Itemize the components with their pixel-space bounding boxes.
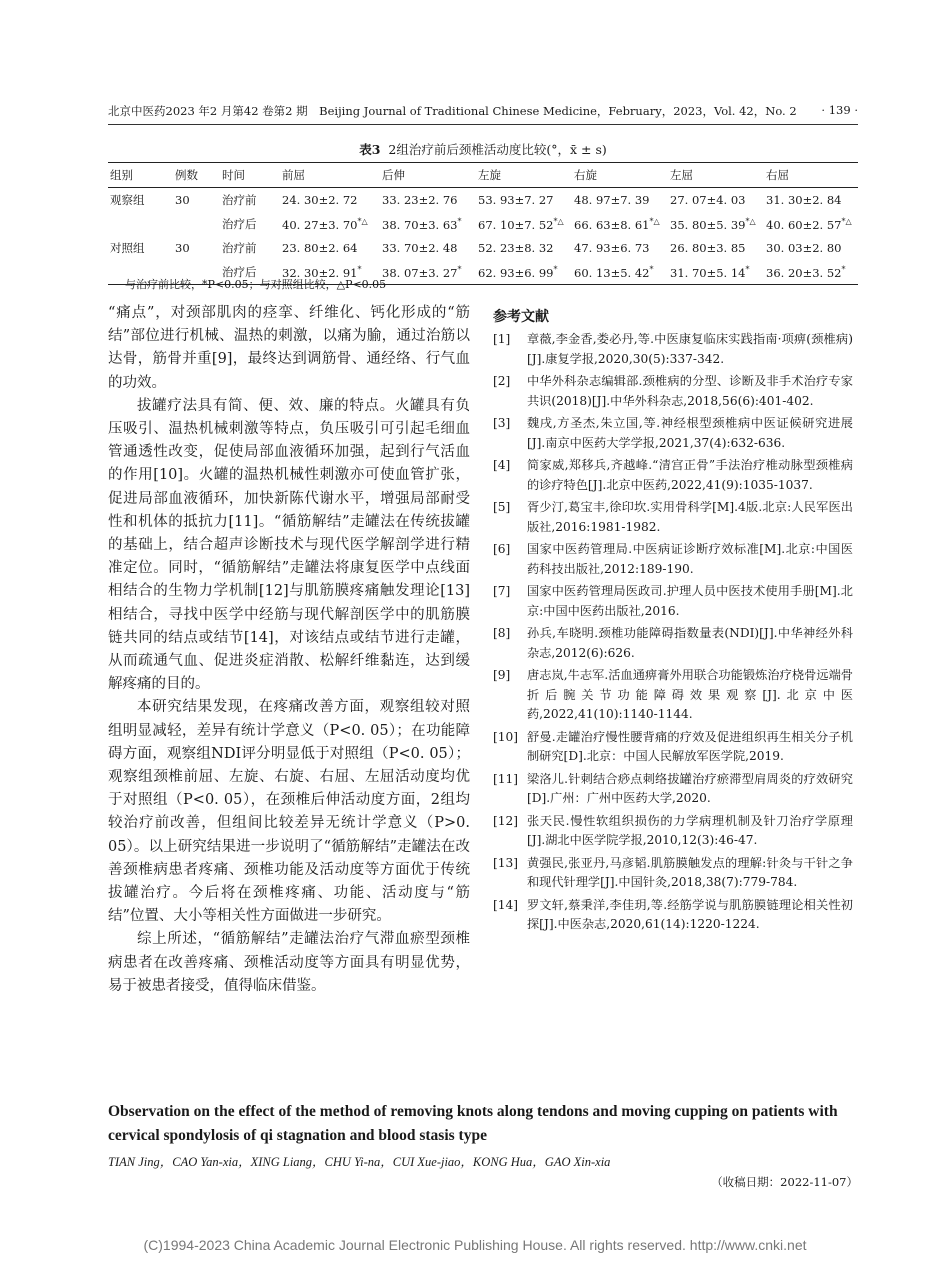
table-caption	[108, 140, 858, 158]
cell-time: 治疗前	[222, 241, 257, 255]
reference-item	[493, 624, 853, 663]
significance-mark: *	[745, 264, 750, 274]
cell-value: 62. 93±6. 99	[478, 265, 554, 280]
cell-value: 31. 70±5. 14	[670, 265, 746, 280]
table-label: 表3	[359, 142, 381, 157]
col-header: 后伸	[380, 163, 476, 188]
significance-mark: *△	[649, 216, 660, 226]
cell-group: 观察组	[110, 193, 145, 207]
cell-time: 治疗后	[222, 217, 257, 231]
table-caption-text: 2组治疗前后颈椎活动度比较(°，x̄ ± s)	[388, 142, 607, 157]
reference-text: 章薇,李金香,娄必丹,等.中医康复临床实践指南·项痹(颈椎病)[J].康复学报,2020,30(5):337-342.	[527, 332, 853, 366]
cell-value: 53. 93±7. 27	[478, 193, 554, 207]
cell-value-cell	[476, 212, 572, 236]
reference-item	[493, 414, 853, 453]
table-row	[108, 188, 858, 213]
reference-number: [13]	[493, 855, 519, 870]
reference-item	[493, 666, 853, 725]
cell-value-cell	[764, 260, 858, 285]
cell-value-cell	[476, 260, 572, 285]
reference-text: 简家威,郑移兵,齐越峰.“清宫正骨”手法治疗椎动脉型颈椎病的诊疗特色[J].北京中医药,2022,41(9):1035-1037.	[527, 458, 853, 492]
reference-text: 黄强民,张亚丹,马彦韬.肌筋膜触发点的理解:针灸与干针之争和现代针理学[J].中国针灸,2018,38(7):779-784.	[527, 855, 853, 889]
reference-item	[493, 770, 853, 809]
cell-value: 31. 30±2. 84	[766, 193, 842, 207]
body-paragraph: 拔罐疗法具有简、便、效、廉的特点。火罐具有负压吸引、温热机械刺激等特点，负压吸引可引起毛细血管通透性改变，促使局部血液循环加强，起到行气活血的作用[10]。火罐的温热机械性刺激亦可使血管扩张，促进局部血液循环，加快新陈代谢水平，增强局部耐受性和机体的抵抗力[11]。“循筋解结”走罐法在传统拔罐的基础上，结合超声诊断技术与现代医学解剖学进行精准定位。同时，“循筋解结”走罐法将康复医学中点线面相结合的生物力学机制[12]与肌筋膜疼痛触发理论[13]相结合，寻找中医学中经筋与现代解剖医学中的肌筋膜链共同的结点或结节[14]，对该结点或结节进行走罐，从而疏通气血、促进炎症消散、松解纤维黏连，达到缓解疼痛的目的。	[108, 397, 470, 693]
cell-value-cell	[280, 212, 380, 236]
reference-text: 胥少汀,葛宝丰,徐印坎.实用骨科学[M].4版.北京:人民军医出版社,2016:1981-1982.	[527, 500, 853, 534]
significance-mark: *△	[841, 216, 852, 226]
table-header-row	[108, 163, 858, 188]
significance-mark: *	[357, 264, 362, 274]
journal-info: 北京中医药2023 年2 月第42 卷第2 期 Beijing Journal of Traditional Chinese Medicine，February，2023，Vol. 42，No. 2	[108, 104, 797, 118]
reference-number: [12]	[493, 813, 519, 828]
reference-number: [4]	[493, 458, 511, 472]
col-header: 例数	[173, 163, 220, 188]
reference-text: 国家中医药管理局医政司.护理人员中医技术使用手册[M].北京:中国中医药出版社,2016.	[527, 584, 853, 618]
significance-mark: *△	[357, 216, 368, 226]
table-row	[108, 236, 858, 260]
cell-group: 对照组	[110, 241, 145, 255]
reference-number: [14]	[493, 897, 519, 912]
col-header: 组别	[108, 163, 173, 188]
reference-text: 国家中医药管理局.中医病证诊断疗效标准[M].北京:中国医药科技出版社,2012:189-190.	[527, 542, 853, 576]
reference-item	[493, 456, 853, 495]
reference-text: 魏戌,方圣杰,朱立国,等.神经根型颈椎病中医证候研究进展[J].南京中医药大学学报,2021,37(4):632-636.	[527, 416, 853, 450]
english-title: Observation on the effect of the method of removing knots along tendons and moving cupping on patients with cervical spondylosis of qi stagnation and blood stasis type	[108, 1103, 838, 1144]
received-date: （收稿日期：2022-11-07）	[711, 1175, 858, 1189]
col-header: 前屈	[280, 163, 380, 188]
table-row	[108, 212, 858, 236]
significance-mark: *	[553, 264, 558, 274]
reference-text: 梁洛儿.针刺结合痧点刺络拔罐治疗瘀滞型肩周炎的疗效研究[D].广州：广州中医药大学,2020.	[527, 771, 853, 805]
reference-number: [10]	[493, 729, 519, 744]
body-paragraph: “痛点”，对颈部肌肉的痉挛、纤维化、钙化形成的“筋结”部位进行机械、温热的刺激，以痛为腧，通过治筋以达骨，筋骨并重[9]，最终达到调筋骨、通经络、行气血的功效。	[108, 305, 470, 391]
cell-value: 33. 70±2. 48	[382, 241, 458, 255]
header-rule	[108, 124, 858, 125]
reference-number: [8]	[493, 626, 511, 640]
reference-number: [5]	[493, 500, 511, 514]
cell-value: 40. 27±3. 70	[282, 217, 358, 232]
cell-value: 47. 93±6. 73	[574, 241, 650, 255]
col-header: 时间	[220, 163, 280, 188]
reference-number: [1]	[493, 332, 511, 346]
cell-value-cell	[572, 212, 668, 236]
reference-number: [9]	[493, 668, 511, 682]
reference-item	[493, 854, 853, 893]
cell-value: 60. 13±5. 42	[574, 265, 650, 280]
reference-text: 孙兵,车晓明.颈椎功能障碍指数量表(NDI)[J].中华神经外科杂志,2012(6):626.	[527, 626, 853, 660]
significance-mark: *	[457, 264, 462, 274]
rom-table	[108, 162, 858, 285]
significance-mark: *	[649, 264, 654, 274]
cell-value-cell	[764, 212, 858, 236]
reference-item	[493, 498, 853, 537]
cell-value: 48. 97±7. 39	[574, 193, 650, 207]
cell-value: 36. 20±3. 52	[766, 265, 842, 280]
cell-value: 32. 30±2. 91	[282, 265, 358, 280]
cell-value: 27. 07±4. 03	[670, 193, 746, 207]
significance-mark: *	[841, 264, 846, 274]
reference-number: [11]	[493, 771, 519, 786]
reference-item	[493, 582, 853, 621]
significance-mark: *	[457, 216, 462, 226]
table-footnote: 与治疗前比较，*P<0.05；与对照组比较，△P<0.05	[125, 278, 387, 291]
reference-number: [7]	[493, 584, 511, 598]
reference-item	[493, 812, 853, 851]
reference-number: [3]	[493, 416, 511, 430]
cell-value: 24. 30±2. 72	[282, 193, 358, 207]
reference-text: 张天民.慢性软组织损伤的力学病理机制及针刀治疗学原理[J].湖北中医学院学报,2010,12(3):46-47.	[527, 813, 853, 847]
cell-time: 治疗前	[222, 193, 257, 207]
cell-value-cell	[380, 212, 476, 236]
references-heading: 参考文献	[493, 309, 549, 325]
cell-value: 40. 60±2. 57	[766, 217, 842, 232]
cell-value: 33. 23±2. 76	[382, 193, 458, 207]
cell-time: 治疗后	[220, 260, 280, 285]
reference-text: 罗文轩,蔡秉洋,李佳玥,等.经筋学说与肌筋膜链理论相关性初探[J].中医杂志,2020,61(14):1220-1224.	[527, 897, 853, 931]
cell-value-cell	[380, 260, 476, 285]
cell-n: 30	[175, 193, 190, 207]
cell-value: 66. 63±8. 61	[574, 217, 650, 232]
cell-value: 26. 80±3. 85	[670, 241, 746, 255]
col-header: 右屈	[764, 163, 858, 188]
cell-value: 23. 80±2. 64	[282, 241, 358, 255]
copyright-watermark: (C)1994-2023 China Academic Journal Electronic Publishing House. All rights reserved. http://www.cnki.net	[143, 1237, 807, 1253]
body-paragraph: 综上所述，“循筋解结”走罐法治疗气滞血瘀型颈椎病患者在改善疼痛、颈椎活动度等方面具有明显优势，易于被患者接受，值得临床借鉴。	[108, 931, 470, 994]
cell-value: 35. 80±5. 39	[670, 217, 746, 232]
reference-text: 中华外科杂志编辑部.颈椎病的分型、诊断及非手术治疗专家共识(2018)[J].中华外科杂志,2018,56(6):401-402.	[527, 374, 853, 408]
reference-item	[493, 896, 853, 935]
references-list	[493, 330, 853, 938]
body-text-column	[108, 302, 470, 998]
english-authors: TIAN Jing，CAO Yan-xia，XING Liang，CHU Yi-na，CUI Xue-jiao，KONG Hua，GAO Xin-xia	[108, 1155, 611, 1169]
col-header: 左旋	[476, 163, 572, 188]
body-paragraph: 本研究结果发现，在疼痛改善方面，观察组较对照组明显减轻，差异有统计学意义（P<0. 05）；在功能障碍方面，观察组NDI评分明显低于对照组（P<0. 05）；观察组颈椎前屈、左旋、右旋、右屈、左屈活动度均优于对照组（P<0. 05），在颈椎后伸活动度方面，2组均较治疗前改善，但组间比较差异无统计学意义（P>0. 05）。以上研究结果进一步说明了“循筋解结”走罐法在改善颈椎病患者疼痛、颈椎功能及活动度等方面优于传统拔罐治疗。今后将在颈椎疼痛、功能、活动度与“筋结”位置、大小等相关性方面做进一步研究。	[108, 699, 470, 925]
reference-item	[493, 330, 853, 369]
cell-value: 67. 10±7. 52	[478, 217, 554, 232]
reference-number: [6]	[493, 542, 511, 556]
reference-number: [2]	[493, 374, 511, 388]
cell-value: 38. 07±3. 27	[382, 265, 458, 280]
cell-value: 52. 23±8. 32	[478, 241, 554, 255]
page-number: · 139 ·	[821, 103, 858, 117]
cell-value-cell	[668, 212, 764, 236]
cell-group	[108, 212, 173, 236]
reference-item	[493, 372, 853, 411]
reference-text: 舒曼.走罐治疗慢性腰背痛的疗效及促进组织再生相关分子机制研究[D].北京：中国人民解放军医学院,2019.	[527, 729, 853, 763]
cell-n: 30	[175, 241, 190, 255]
col-header: 右旋	[572, 163, 668, 188]
reference-text: 唐志岚,牛志军.活血通痹膏外用联合功能锻炼治疗桡骨远端骨折后腕关节功能障碍效果观察[J].北京中医药,2022,41(10):1140-1144.	[527, 668, 853, 721]
cell-value-cell	[668, 260, 764, 285]
cell-value: 38. 70±3. 63	[382, 217, 458, 232]
reference-item	[493, 540, 853, 579]
cell-value: 30. 03±2. 80	[766, 241, 842, 255]
col-header: 左屈	[668, 163, 764, 188]
significance-mark: *△	[745, 216, 756, 226]
running-header	[108, 103, 858, 123]
reference-item	[493, 728, 853, 767]
cell-n	[173, 212, 220, 236]
cell-value-cell	[572, 260, 668, 285]
significance-mark: *△	[553, 216, 564, 226]
